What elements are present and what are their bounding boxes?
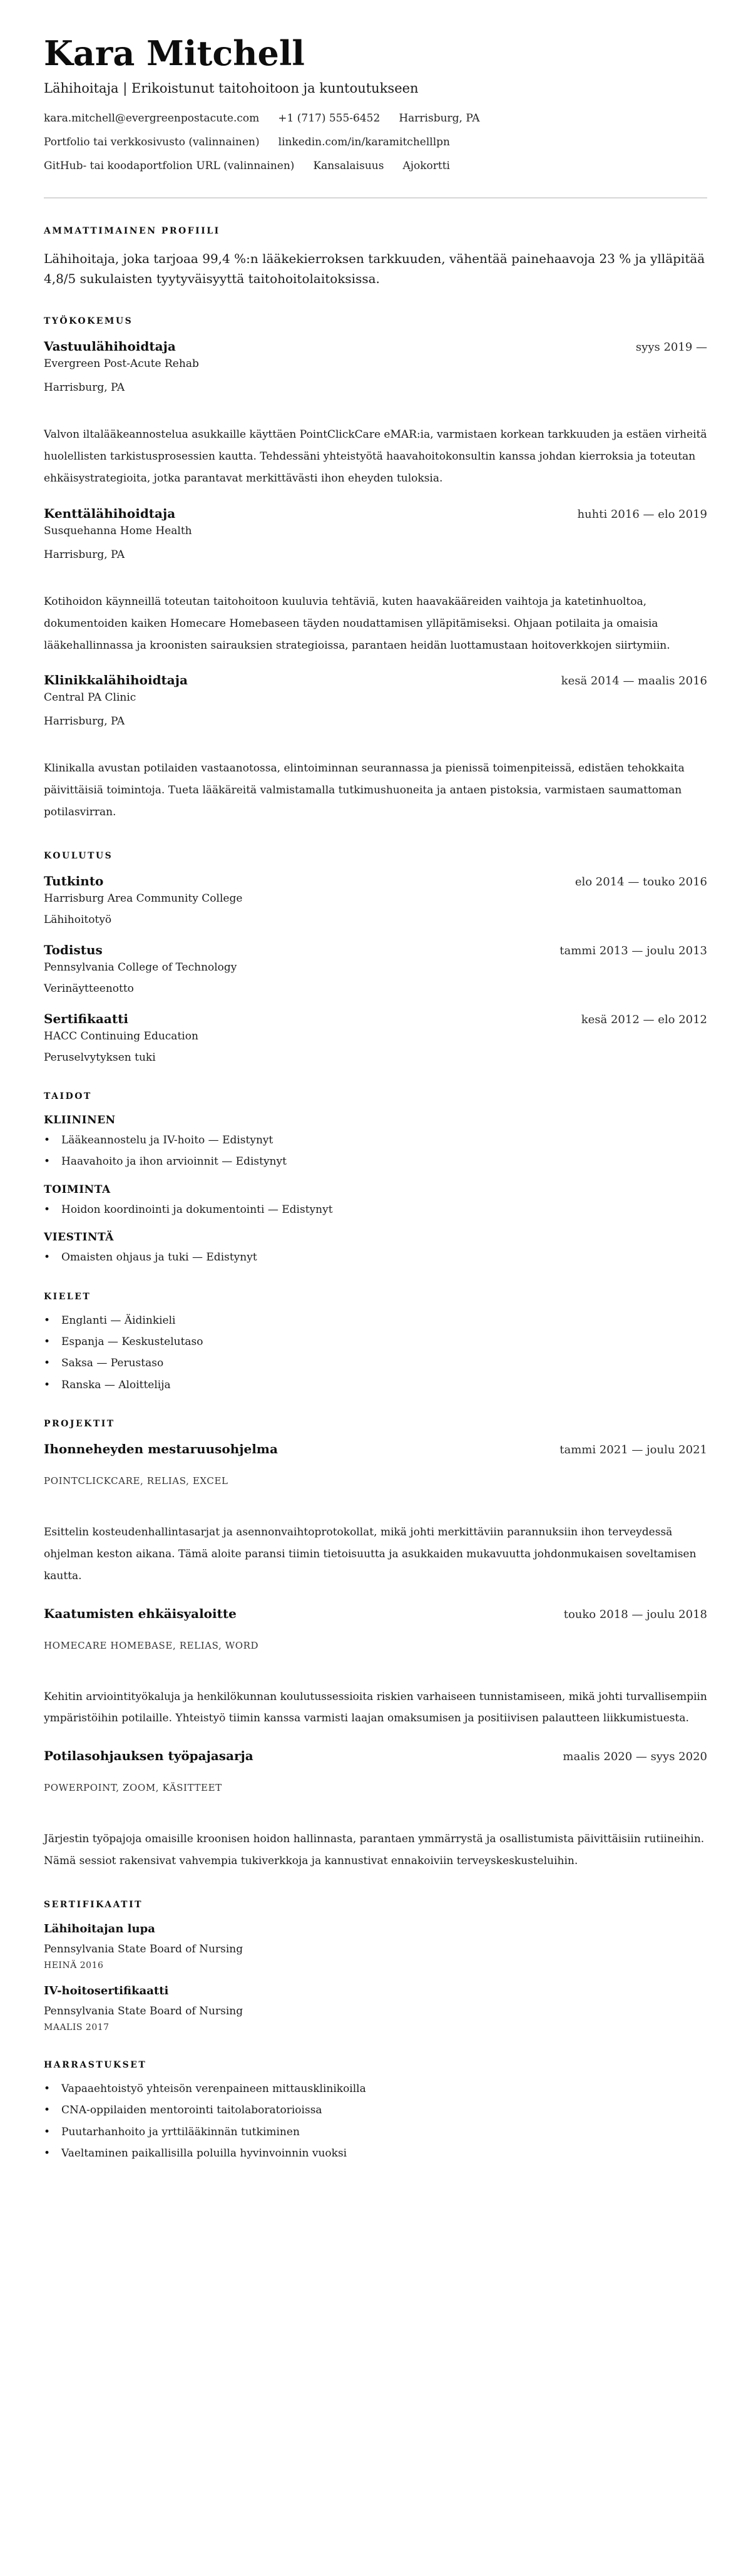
job-description: Valvon iltalääkeannostelua asukkaille käyttäen PointClickCare eMAR:ia, varmistaen korkean tarkkuuden ja estäen virheitä huolellisten tarkistusprosessien kautta. Tehdessäni yhteistyötä haavahoitokonsultin kanssa johdan kierroksia ja toteutan ehkäisystrategioita, jotka parantavat merkittävästi ihon eheyden tuloksia. bbox=[44, 428, 707, 485]
experience-entry bbox=[44, 339, 707, 490]
job-date: huhti 2016 — elo 2019 bbox=[577, 507, 707, 521]
education-date: tammi 2013 — joulu 2013 bbox=[559, 944, 707, 957]
job-description: Kotihoidon käynneillä toteutan taitohoitoon kuuluvia tehtäviä, kuten haavakääreiden vaihtoja ja katetinhuoltoa, dokumentoiden kaiken Homecare Homebaseen täyden noudattamisen ylläpitämiseksi. Ohjaan potilaita ja omaisia lääkehallinnassa ja kroonisten sairauksien strategioissa, parantaen heidän luottamustaan hoitoverkkojen siirtymiin. bbox=[44, 595, 670, 652]
job-location: Harrisburg, PA bbox=[44, 548, 125, 561]
skill-list bbox=[44, 1134, 707, 1168]
hobby-list bbox=[44, 2083, 707, 2160]
profile-section bbox=[44, 226, 707, 289]
location-text: Harrisburg, PA bbox=[399, 112, 480, 125]
job-title: Kenttälähihoidtaja bbox=[44, 505, 176, 521]
employer: Evergreen Post-Acute Rehab bbox=[44, 358, 199, 371]
education-entry bbox=[44, 873, 707, 926]
certification-entry bbox=[44, 1922, 707, 1971]
drivers-license-text: Ajokortti bbox=[402, 160, 450, 173]
job-location: Harrisburg, PA bbox=[44, 715, 125, 728]
resume-header bbox=[44, 35, 707, 198]
certification-title: Lähihoitajan lupa bbox=[44, 1922, 155, 1936]
certification-date: MAALIS 2017 bbox=[44, 2022, 110, 2033]
project-title: Potilasohjauksen työpajasarja bbox=[44, 1748, 253, 1764]
email-link[interactable]: kara.mitchell@evergreenpostacute.com bbox=[44, 112, 260, 125]
header-divider bbox=[44, 197, 707, 198]
school: Pennsylvania College of Technology bbox=[44, 961, 237, 974]
hobby-item: • Vapaaehtoistyö yhteisön verenpaineen mittausklinikoilla bbox=[44, 2083, 707, 2095]
section-title: AMMATTIMAINEN PROFIILI bbox=[44, 226, 220, 237]
experience-section bbox=[44, 316, 707, 823]
section-title: SERTIFIKAATIT bbox=[44, 1900, 143, 1910]
certification-title: IV-hoitosertifikaatti bbox=[44, 1984, 169, 1998]
certification-entry bbox=[44, 1984, 707, 2032]
certification-date: HEINÄ 2016 bbox=[44, 1960, 104, 1971]
portfolio-link[interactable]: Portfolio tai verkkosivusto (valinnainen) bbox=[44, 136, 260, 149]
skill-list bbox=[44, 1203, 707, 1216]
project-entry bbox=[44, 1606, 707, 1730]
linkedin-link[interactable]: linkedin.com/in/karamitchelllpn bbox=[278, 136, 450, 149]
field-of-study: Verinäytteenotto bbox=[44, 982, 134, 995]
projects-section bbox=[44, 1419, 707, 1872]
hobbies-section bbox=[44, 2060, 707, 2160]
skill-item: • Omaisten ohjaus ja tuki — Edistynyt bbox=[44, 1251, 707, 1264]
project-tech: POINTCLICKCARE, RELIAS, EXCEL bbox=[44, 1475, 228, 1487]
headline: Lähihoitaja | Erikoistunut taitohoitoon ja kuntoutukseen bbox=[44, 81, 419, 96]
section-title: KOULUTUS bbox=[44, 850, 113, 861]
project-date: tammi 2021 — joulu 2021 bbox=[559, 1443, 707, 1457]
languages-section bbox=[44, 1292, 707, 1392]
project-title: Ihonneheyden mestaruusohjelma bbox=[44, 1441, 278, 1457]
phone-link[interactable]: +1 (717) 555-6452 bbox=[278, 112, 381, 125]
skill-item: • Hoidon koordinointi ja dokumentointi — Edistynyt bbox=[44, 1203, 707, 1216]
degree-title: Tutkinto bbox=[44, 873, 104, 889]
citizenship-text: Kansalaisuus bbox=[313, 160, 384, 173]
experience-entry bbox=[44, 672, 707, 823]
section-title: PROJEKTIT bbox=[44, 1419, 115, 1430]
job-title: Vastuulähihoidtaja bbox=[44, 339, 176, 354]
field-of-study: Peruselvytyksen tuki bbox=[44, 1051, 156, 1064]
employer: Susquehanna Home Health bbox=[44, 524, 192, 537]
experience-entry bbox=[44, 506, 707, 657]
job-location: Harrisburg, PA bbox=[44, 381, 125, 394]
section-title: TAIDOT bbox=[44, 1091, 92, 1101]
skill-item: • Lääkeannostelu ja IV-hoito — Edistynyt bbox=[44, 1134, 707, 1146]
contact-row-1 bbox=[44, 112, 707, 125]
degree-title: Sertifikaatti bbox=[44, 1011, 128, 1026]
profile-summary: Lähihoitaja, joka tarjoaa 99,4 %:n lääkekierroksen tarkkuuden, vähentää painehaavoja 23 % ja ylläpitää 4,8/5 sukulaisten tyytyväisyyttä taitohoitolaitoksissa. bbox=[44, 251, 705, 287]
project-date: maalis 2020 — syys 2020 bbox=[563, 1750, 707, 1764]
hobby-item: • Puutarhanhoito ja yrttilääkinnän tutkiminen bbox=[44, 2126, 707, 2138]
education-date: kesä 2012 — elo 2012 bbox=[581, 1012, 707, 1026]
education-section bbox=[44, 851, 707, 1064]
skill-group-title: KLIININEN bbox=[44, 1113, 116, 1126]
language-item: • Ranska — Aloittelija bbox=[44, 1379, 707, 1391]
field-of-study: Lähihoitotyö bbox=[44, 913, 112, 926]
certification-issuer: Pennsylvania State Board of Nursing bbox=[44, 2005, 243, 2018]
skill-item: • Haavahoito ja ihon arvioinnit — Edistynyt bbox=[44, 1155, 707, 1168]
project-description: Kehitin arviointityökaluja ja henkilökunnan koulutussessioita riskien varhaiseen tunnistamiseen, mikä johti turvallisempiin ympäristöihin potilaille. Yhteistyö tiimin kanssa varmisti laajan omaksumisen ja positiivisen palautteen liikkumistuesta. bbox=[44, 1690, 707, 1725]
education-entry bbox=[44, 1011, 707, 1064]
hobby-item: • CNA-oppilaiden mentorointi taitolaboratorioissa bbox=[44, 2104, 707, 2116]
project-entry bbox=[44, 1748, 707, 1872]
certifications-section bbox=[44, 1900, 707, 2032]
github-link[interactable]: GitHub- tai koodaportfolion URL (valinnainen) bbox=[44, 160, 295, 173]
section-title: TYÖKOKEMUS bbox=[44, 316, 133, 327]
skills-section bbox=[44, 1091, 707, 1264]
job-description: Klinikalla avustan potilaiden vastaanotossa, elintoiminnan seurannassa ja pienissä toimenpiteissä, edistäen tehokkaita päivittäisiä toimintoja. Tueta lääkäreitä valmistamalla tutkimushuoneita ja antaen pistoksia, varmistaen saumattoman potilasvirran. bbox=[44, 762, 685, 819]
school: Harrisburg Area Community College bbox=[44, 892, 243, 905]
skill-list bbox=[44, 1251, 707, 1264]
project-tech: POWERPOINT, ZOOM, KÄSITTEET bbox=[44, 1782, 222, 1794]
education-entry bbox=[44, 942, 707, 995]
contact-row-2 bbox=[44, 136, 707, 148]
project-tech: HOMECARE HOMEBASE, RELIAS, WORD bbox=[44, 1639, 259, 1651]
job-date: kesä 2014 — maalis 2016 bbox=[561, 674, 707, 688]
language-item: • Saksa — Perustaso bbox=[44, 1357, 707, 1369]
job-title: Klinikkalähihoidtaja bbox=[44, 672, 188, 688]
section-title: KIELET bbox=[44, 1291, 91, 1302]
certification-issuer: Pennsylvania State Board of Nursing bbox=[44, 1943, 243, 1956]
project-description: Järjestin työpajoja omaisille kroonisen hoidon hallinnasta, parantaen ymmärrystä ja osallistumista päivittäisiin rutiineihin. Nämä sessiot rakensivat vahvempia tukiverkkoja ja kannustivat ennakoiviin terveyskeskusteluihin. bbox=[44, 1833, 705, 1868]
project-title: Kaatumisten ehkäisyaloitte bbox=[44, 1605, 237, 1621]
job-date: syys 2019 — bbox=[635, 341, 707, 354]
language-item: • Espanja — Keskustelutaso bbox=[44, 1336, 707, 1348]
skill-group-title: VIESTINTÄ bbox=[44, 1231, 114, 1244]
project-entry bbox=[44, 1441, 707, 1587]
degree-title: Todistus bbox=[44, 942, 103, 957]
school: HACC Continuing Education bbox=[44, 1029, 198, 1043]
education-date: elo 2014 — touko 2016 bbox=[575, 875, 707, 889]
language-list bbox=[44, 1314, 707, 1392]
project-description: Esittelin kosteudenhallintasarjat ja asennonvaihtoprotokollat, mikä johti merkittäviin parannuksiin ihon terveydessä ohjelman keston aikana. Tämä aloite paransi tiimin tietoisuutta ja asukkaiden mukavuutta johdonmukaisen soveltamisen kautta. bbox=[44, 1526, 697, 1582]
project-date: touko 2018 — joulu 2018 bbox=[563, 1607, 707, 1621]
employer: Central PA Clinic bbox=[44, 691, 136, 704]
skill-group-title: TOIMINTA bbox=[44, 1183, 111, 1196]
candidate-name: Kara Mitchell bbox=[44, 33, 305, 73]
contact-row-3 bbox=[44, 160, 707, 172]
section-title: HARRASTUKSET bbox=[44, 2060, 147, 2071]
hobby-item: • Vaeltaminen paikallisilla poluilla hyvinvoinnin vuoksi bbox=[44, 2147, 707, 2160]
language-item: • Englanti — Äidinkieli bbox=[44, 1314, 707, 1327]
